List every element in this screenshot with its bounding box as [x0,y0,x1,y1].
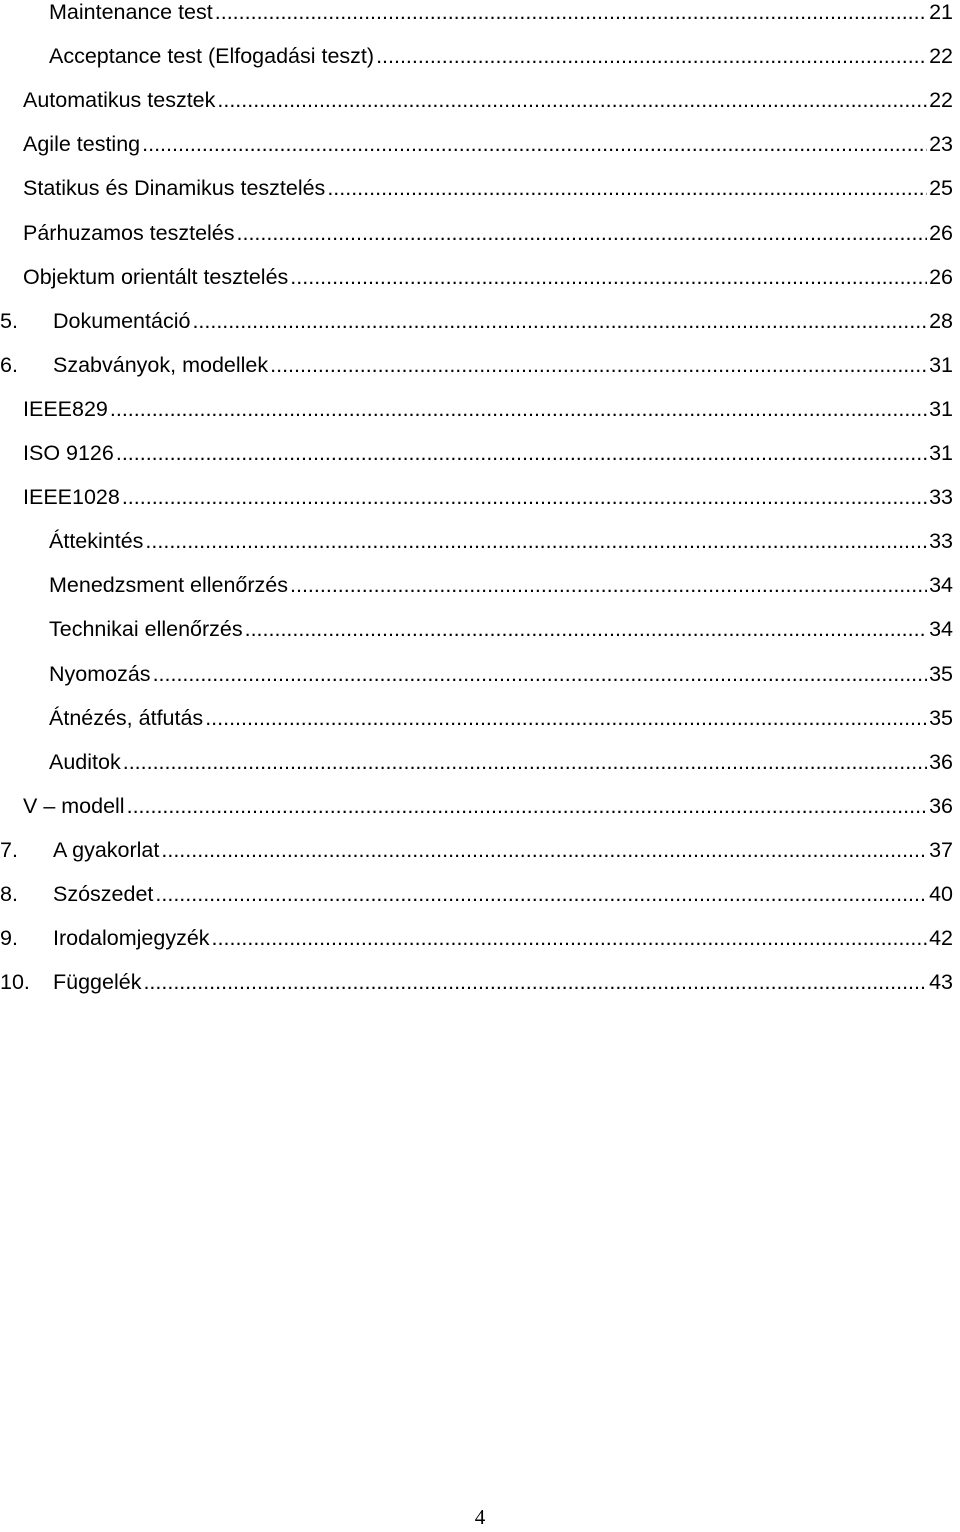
toc-entry-title: IEEE1028 [23,485,120,510]
toc-entry-title: Áttekintés [49,529,144,554]
toc-entry[interactable] [23,791,953,821]
toc-entry[interactable] [0,835,953,865]
toc-entry-page: 31 [929,396,953,421]
toc-entry[interactable] [23,438,953,468]
toc-entry-title: Átnézés, átfutás [49,705,204,730]
toc-entry-title: Nyomozás [49,661,151,686]
dot-leader [217,85,927,115]
toc-entry-title: Acceptance test (Elfogadási teszt) [49,44,375,69]
toc-entry-page: 35 [929,661,953,686]
toc-entry[interactable] [23,129,953,159]
toc-entry[interactable] [23,85,953,115]
toc-entry-title: Statikus és Dinamikus tesztelés [23,176,326,201]
toc-entry[interactable] [23,218,953,248]
toc-entry-number: 8. [0,882,18,906]
toc-entry-page: 33 [929,529,953,554]
dot-leader [212,923,928,953]
dot-leader [290,570,927,600]
toc-entry-title: Auditok [49,749,121,774]
toc-entry-title: Menedzsment ellenőrzés [49,573,289,598]
toc-entry-title: Agile testing [23,132,141,157]
toc-entry-page: 31 [929,441,953,465]
toc-entry[interactable] [49,41,953,71]
toc-entry-page: 37 [929,837,953,862]
toc-entry-title: Automatikus tesztek [23,88,216,113]
dot-leader [122,482,927,512]
toc-entry-title: Szószedet [53,882,154,906]
dot-leader [143,967,927,997]
toc-entry-page: 34 [929,573,953,598]
toc-entry-page: 34 [929,617,953,642]
dot-leader [161,835,927,865]
dot-leader [127,791,927,821]
dot-leader [116,438,927,468]
dot-leader [205,703,927,733]
toc-entry-title: A gyakorlat [53,837,160,862]
dot-leader [192,306,927,336]
toc-entry-title: Párhuzamos tesztelés [23,220,235,245]
toc-entry-page: 26 [929,264,953,289]
toc-entry-title: Technikai ellenőrzés [49,617,243,642]
dot-leader [237,218,928,248]
toc-entry-page: 33 [929,485,953,510]
toc-entry-page: 22 [929,44,953,69]
toc-entry-page: 21 [929,0,953,24]
toc-entry-page: 43 [929,970,953,995]
toc-entry-page: 25 [929,176,953,201]
toc-entry-page: 40 [929,882,953,906]
toc-entry-page: 36 [929,749,953,774]
toc-entry-title: Függelék [53,970,142,995]
toc-entry[interactable] [49,747,953,777]
dot-leader [270,350,927,380]
toc-entry-page: 22 [929,88,953,113]
toc-entry[interactable] [49,703,953,733]
toc-entry-page: 23 [929,132,953,157]
dot-leader [215,0,927,27]
dot-leader [376,41,927,71]
dot-leader [327,173,927,203]
toc-entry-title: Szabványok, modellek [53,352,269,377]
toc-entry-title: Irodalomjegyzék [53,926,210,951]
toc-entry[interactable] [49,659,953,689]
toc-entry[interactable] [0,879,953,909]
dot-leader [145,526,927,556]
toc-entry[interactable] [0,967,953,997]
dot-leader [153,659,928,689]
toc-entry-number: 7. [0,837,18,862]
toc-entry-page: 26 [929,220,953,245]
toc-entry[interactable] [49,526,953,556]
toc-entry-title: IEEE829 [23,396,108,421]
toc-entry-title: Objektum orientált tesztelés [23,264,289,289]
toc-entry-title: Dokumentáció [53,308,191,333]
toc-entry-page: 42 [929,926,953,951]
toc-entry[interactable] [49,614,953,644]
toc-entry[interactable] [0,306,953,336]
dot-leader [245,614,927,644]
toc-entry-page: 31 [929,352,953,377]
toc-entry[interactable] [0,350,953,380]
toc-entry-number: 10. [0,970,30,995]
dot-leader [290,262,927,292]
toc-entry-page: 36 [929,793,953,818]
dot-leader [110,394,927,424]
toc-entry[interactable] [0,923,953,953]
toc-entry[interactable] [23,262,953,292]
toc-entry[interactable] [23,173,953,203]
toc-entry-number: 5. [0,308,18,333]
dot-leader [123,747,927,777]
dot-leader [142,129,927,159]
toc-entry-title: Maintenance test [49,0,213,24]
toc-entry-number: 6. [0,352,18,377]
toc-entry[interactable] [23,394,953,424]
dot-leader [155,879,927,909]
toc-entry-number: 9. [0,926,18,951]
page-number: 4 [474,1505,486,1529]
toc-entry-title: V – modell [23,793,125,818]
toc-entry-page: 28 [929,308,953,333]
toc-entry[interactable] [49,570,953,600]
toc-entry-title: ISO 9126 [23,441,114,465]
toc-entry[interactable] [23,482,953,512]
toc-entry-page: 35 [929,705,953,730]
toc-entry[interactable] [49,0,953,27]
